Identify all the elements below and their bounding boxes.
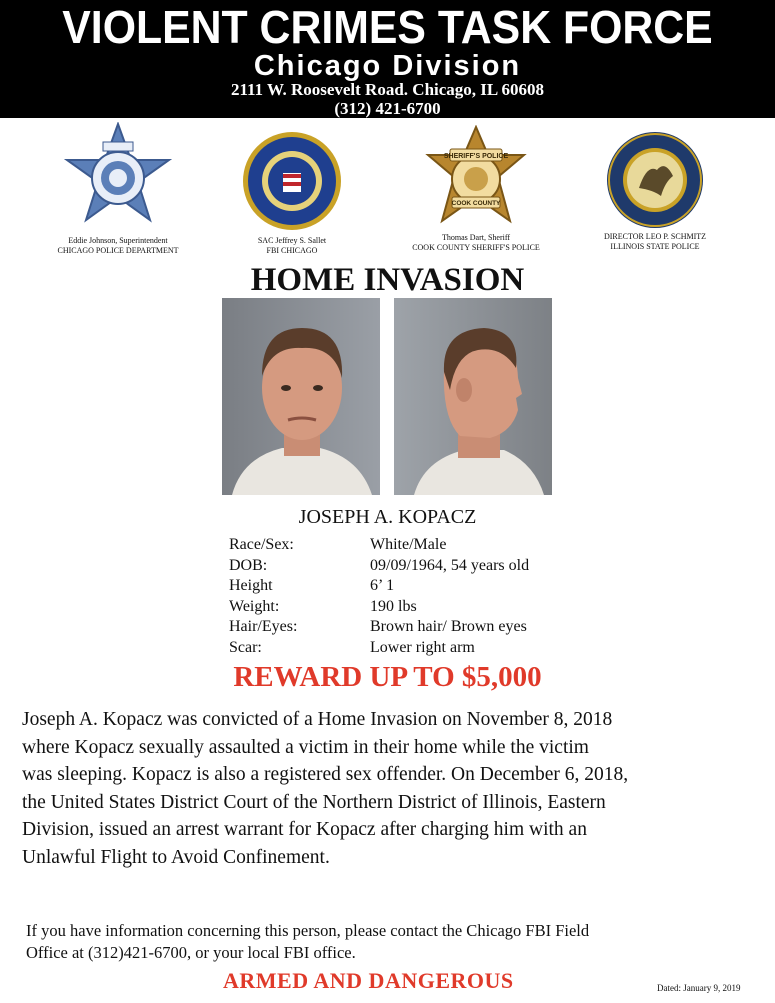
detail-row bbox=[229, 617, 529, 638]
contact-line: Office at (312)421-6700, or your local FBI office. bbox=[26, 943, 356, 962]
agency-cook-county bbox=[396, 125, 556, 253]
division-title: Chicago Division bbox=[253, 50, 522, 82]
task-force-title: VIOLENT CRIMES TASK FORCE bbox=[62, 1, 713, 53]
illinois-state-police-seal-icon bbox=[605, 130, 705, 230]
agency-name: COOK COUNTY SHERIFF'S POLICE bbox=[412, 243, 540, 252]
description-line: Joseph A. Kopacz was convicted of a Home Invasion on November 8, 2018 bbox=[22, 709, 613, 730]
poster-date: Dated: January 9, 2019 bbox=[657, 983, 741, 993]
cook-county-sheriff-star-icon bbox=[420, 125, 532, 233]
description-line: Division, issued an arrest warrant for Kopacz after charging him with an bbox=[22, 819, 587, 840]
description-line: Unlawful Flight to Avoid Confinement. bbox=[22, 846, 330, 868]
agency-head-name: DIRECTOR LEO P. SCHMITZ bbox=[603, 232, 707, 241]
agency-head-name: Eddie Johnson, Superintendent bbox=[68, 236, 168, 245]
detail-row bbox=[229, 597, 529, 618]
fbi-seal-icon bbox=[241, 130, 343, 232]
agency-chicago-police bbox=[30, 122, 206, 256]
chicago-police-star-icon bbox=[63, 122, 173, 234]
subject-name: JOSEPH A. KOPACZ bbox=[298, 506, 477, 528]
agency-isp bbox=[590, 130, 720, 252]
crime-title: HOME INVASION bbox=[250, 262, 525, 298]
detail-value: 190 lbs bbox=[370, 597, 417, 615]
detail-value: Lower right arm bbox=[370, 638, 475, 656]
detail-value: White/Male bbox=[370, 536, 447, 553]
case-description bbox=[22, 706, 772, 871]
detail-value: 6’ 1 bbox=[370, 577, 395, 594]
office-phone: (312) 421-6700 bbox=[334, 99, 441, 118]
contact-info bbox=[26, 920, 726, 964]
agency-fbi bbox=[222, 130, 362, 256]
mugshot-front bbox=[222, 298, 380, 495]
reward-banner: REWARD UP TO $5,000 bbox=[233, 661, 542, 693]
armed-warning: ARMED AND DANGEROUS bbox=[223, 968, 514, 993]
seal-text-top: SHERIFF'S POLICE bbox=[443, 153, 509, 160]
detail-value: 09/09/1964, 54 years old bbox=[370, 556, 530, 574]
subject-details bbox=[229, 535, 529, 658]
detail-row bbox=[229, 556, 529, 577]
description-line: was sleeping. Kopacz is also a registered sex offender. On December 6, 2018, bbox=[22, 764, 629, 785]
detail-label: Hair/Eyes: bbox=[229, 618, 298, 635]
agency-name: FBI CHICAGO bbox=[266, 246, 318, 255]
detail-row bbox=[229, 535, 529, 556]
description-line: where Kopacz sexually assaulted a victim in their home while the victim bbox=[22, 736, 589, 758]
agency-head-name: Thomas Dart, Sheriff bbox=[441, 233, 511, 242]
detail-label: Race/Sex: bbox=[229, 536, 294, 553]
poster-header bbox=[0, 0, 775, 118]
agency-head-name: SAC Jeffrey S. Sallet bbox=[257, 236, 327, 245]
detail-row bbox=[229, 638, 529, 659]
detail-row bbox=[229, 576, 529, 597]
contact-line: If you have information concerning this person, please contact the Chicago FBI Field bbox=[26, 921, 590, 940]
agency-name: ILLINOIS STATE POLICE bbox=[610, 242, 700, 251]
agency-name: CHICAGO POLICE DEPARTMENT bbox=[57, 246, 179, 255]
description-line: the United States District Court of the Northern District of Illinois, Eastern bbox=[22, 791, 606, 813]
seal-text-bottom: COOK COUNTY bbox=[451, 200, 501, 207]
mugshot-profile bbox=[394, 298, 552, 495]
detail-label: Weight: bbox=[229, 597, 280, 615]
office-address: 2111 W. Roosevelt Road. Chicago, IL 60608 bbox=[230, 80, 545, 99]
detail-label: Height bbox=[229, 577, 273, 594]
detail-label: DOB: bbox=[229, 556, 268, 574]
detail-label: Scar: bbox=[229, 638, 262, 656]
detail-value: Brown hair/ Brown eyes bbox=[370, 618, 527, 635]
